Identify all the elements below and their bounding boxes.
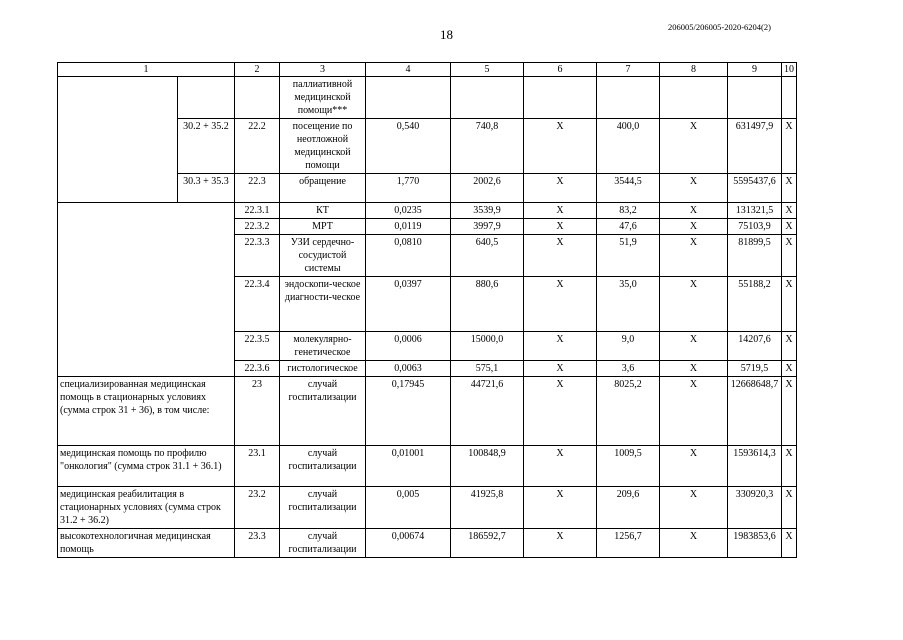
cell-unit: молекулярно-генетическое (280, 332, 366, 361)
cell-value: 9,0 (597, 332, 660, 361)
cell-value: 0,01001 (366, 446, 451, 487)
cell-code: 22.3.6 (235, 361, 280, 377)
cell-code: 23 (235, 377, 280, 446)
cell-value: 15000,0 (451, 332, 524, 361)
table-row (58, 446, 797, 487)
cell-value: 1,770 (366, 174, 451, 203)
cell-unit: эндоскопи-ческое диагности-ческое (280, 277, 366, 332)
cell-value: X (660, 377, 728, 446)
cell-value: X (782, 174, 797, 203)
cell-value: 0,540 (366, 119, 451, 174)
cell-unit: паллиативной медицинской помощи*** (280, 77, 366, 119)
cell-value: 575,1 (451, 361, 524, 377)
table-row (58, 203, 797, 219)
cell-value: 0,0810 (366, 235, 451, 277)
cell-value: X (660, 332, 728, 361)
column-header: 2 (235, 63, 280, 77)
cell-value: 3997,9 (451, 219, 524, 235)
cell-label: медицинская помощь по профилю "онкология" (сумма строк 31.1 + 36.1) (58, 446, 235, 487)
cell-value: 209,6 (597, 487, 660, 529)
cell-value: 400,0 (597, 119, 660, 174)
column-number-row (58, 63, 797, 77)
column-header: 10 (782, 63, 797, 77)
document-id: 206005/206005-2020-6204(2) (668, 22, 771, 32)
cell-value: X (524, 119, 597, 174)
cell-value: 8025,2 (597, 377, 660, 446)
cell-value (782, 77, 797, 119)
cell-value: 740,8 (451, 119, 524, 174)
cell-code: 22.3.2 (235, 219, 280, 235)
cell-value: X (524, 277, 597, 332)
cell-unit: случай госпитализации (280, 446, 366, 487)
cell-value: 0,005 (366, 487, 451, 529)
column-header: 9 (728, 63, 782, 77)
cell-value: 81899,5 (728, 235, 782, 277)
cell-code: 22.3.3 (235, 235, 280, 277)
cell-value: 12668648,7 (728, 377, 782, 446)
cell-value: 35,0 (597, 277, 660, 332)
cell-unit: случай госпитализации (280, 487, 366, 529)
cell-value: X (782, 277, 797, 332)
cell-code (235, 77, 280, 119)
column-header: 4 (366, 63, 451, 77)
table-row (58, 487, 797, 529)
cell-value: X (660, 277, 728, 332)
cell-code: 22.3.5 (235, 332, 280, 361)
cell-value: 2002,6 (451, 174, 524, 203)
cell-value: X (660, 361, 728, 377)
cell-unit: УЗИ сердечно-сосудистой системы (280, 235, 366, 277)
cell-value: X (524, 446, 597, 487)
table-row (58, 377, 797, 446)
cell-value: 14207,6 (728, 332, 782, 361)
cell-value: X (660, 174, 728, 203)
cell-value: X (782, 119, 797, 174)
cell-value: X (524, 174, 597, 203)
cell-label (58, 203, 144, 377)
cell-value (366, 77, 451, 119)
cell-value: X (660, 487, 728, 529)
cell-value: 0,0006 (366, 332, 451, 361)
cell-value: X (660, 235, 728, 277)
cell-unit: случай госпитализации (280, 377, 366, 446)
cell-value: 330920,3 (728, 487, 782, 529)
column-header: 8 (660, 63, 728, 77)
cell-value: X (524, 203, 597, 219)
column-header: 3 (280, 63, 366, 77)
cell-value: 3539,9 (451, 203, 524, 219)
table-row (58, 77, 797, 119)
cell-value (524, 77, 597, 119)
cell-unit: КТ (280, 203, 366, 219)
cell-value: 51,9 (597, 235, 660, 277)
cell-value: X (782, 235, 797, 277)
cell-value: 100848,9 (451, 446, 524, 487)
cell-value: 0,0397 (366, 277, 451, 332)
cell-subref (178, 77, 235, 119)
cell-subref: 30.2 + 35.2 (178, 119, 235, 174)
cell-value: 640,5 (451, 235, 524, 277)
cell-subref: 30.3 + 35.3 (178, 174, 235, 203)
cell-value: 75103,9 (728, 219, 782, 235)
cell-value: X (660, 119, 728, 174)
cell-unit: случай госпитализации (280, 529, 366, 558)
cell-unit: гистологическое (280, 361, 366, 377)
cell-unit: посещение по неотложной медицинской помощи (280, 119, 366, 174)
column-header: 1 (58, 63, 235, 77)
cell-value: X (782, 487, 797, 529)
page-number: 18 (440, 27, 453, 42)
cell-value: 880,6 (451, 277, 524, 332)
cell-code: 22.3.4 (235, 277, 280, 332)
cell-value: 1009,5 (597, 446, 660, 487)
cell-value: 83,2 (597, 203, 660, 219)
cell-value: 1983853,6 (728, 529, 782, 558)
column-header: 7 (597, 63, 660, 77)
cell-label: медицинская реабилитация в стационарных условиях (сумма строк 31.2 + 36.2) (58, 487, 235, 529)
cell-value: 3544,5 (597, 174, 660, 203)
cell-value: X (524, 377, 597, 446)
cell-value (597, 77, 660, 119)
column-header: 6 (524, 63, 597, 77)
cell-value: 631497,9 (728, 119, 782, 174)
cell-value (451, 77, 524, 119)
cell-value: X (524, 235, 597, 277)
cell-value: X (782, 446, 797, 487)
cell-value: X (660, 203, 728, 219)
cell-value: X (524, 332, 597, 361)
cell-value: X (524, 219, 597, 235)
cell-value: X (660, 219, 728, 235)
data-table (57, 62, 797, 558)
cell-value: 47,6 (597, 219, 660, 235)
cell-label: специализированная медицинская помощь в стационарных условиях (сумма строк 31 + 36), в том числе: (58, 377, 235, 446)
cell-value: X (524, 487, 597, 529)
cell-value: X (660, 446, 728, 487)
table-row (58, 529, 797, 558)
cell-value: X (782, 377, 797, 446)
cell-value: 186592,7 (451, 529, 524, 558)
cell-value: 0,17945 (366, 377, 451, 446)
cell-value: 0,0235 (366, 203, 451, 219)
cell-code: 23.3 (235, 529, 280, 558)
cell-value: X (782, 332, 797, 361)
cell-code: 23.1 (235, 446, 280, 487)
cell-label (58, 77, 144, 203)
cell-value: 55188,2 (728, 277, 782, 332)
cell-value: 44721,6 (451, 377, 524, 446)
cell-value: X (782, 203, 797, 219)
cell-value: 3,6 (597, 361, 660, 377)
cell-code: 23.2 (235, 487, 280, 529)
cell-unit: обращение (280, 174, 366, 203)
cell-blank (144, 203, 235, 377)
cell-value (728, 77, 782, 119)
cell-value: 41925,8 (451, 487, 524, 529)
cell-value: X (782, 529, 797, 558)
cell-value: X (782, 219, 797, 235)
cell-value: 0,0119 (366, 219, 451, 235)
column-header: 5 (451, 63, 524, 77)
cell-value: 1256,7 (597, 529, 660, 558)
cell-value: 5719,5 (728, 361, 782, 377)
cell-value: 0,00674 (366, 529, 451, 558)
cell-value (660, 77, 728, 119)
cell-value: 5595437,6 (728, 174, 782, 203)
cell-value: X (660, 529, 728, 558)
cell-unit: МРТ (280, 219, 366, 235)
cell-code: 22.3 (235, 174, 280, 203)
cell-value: X (524, 361, 597, 377)
cell-value: 0,0063 (366, 361, 451, 377)
cell-value: X (524, 529, 597, 558)
cell-code: 22.2 (235, 119, 280, 174)
cell-value: 131321,5 (728, 203, 782, 219)
cell-value: 1593614,3 (728, 446, 782, 487)
cell-code: 22.3.1 (235, 203, 280, 219)
cell-value: X (782, 361, 797, 377)
cell-blank (144, 77, 178, 203)
cell-label: высокотехнологичная медицинская помощь (58, 529, 235, 558)
